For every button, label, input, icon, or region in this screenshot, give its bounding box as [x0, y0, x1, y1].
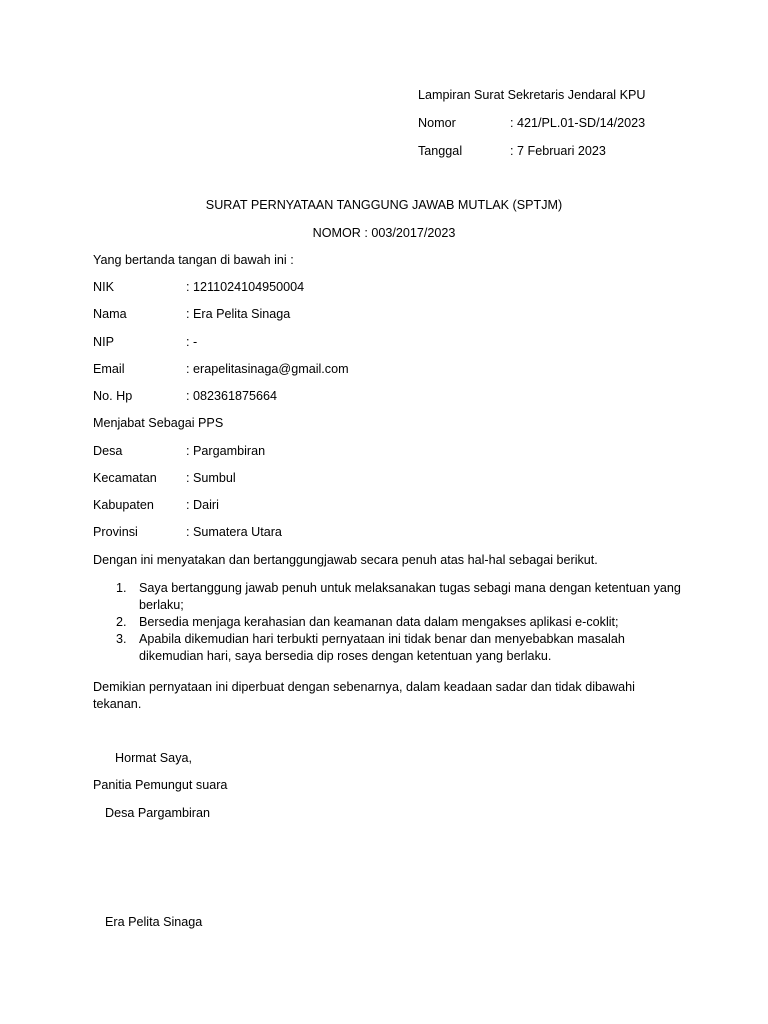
- signature-village: Desa Pargambiran: [105, 806, 210, 820]
- location-label: Kecamatan: [93, 471, 157, 485]
- header-tanggal-value: : 7 Februari 2023: [510, 144, 606, 158]
- location-value: : Dairi: [186, 498, 219, 512]
- list-item: [93, 631, 683, 665]
- list-item-number: 1.: [116, 581, 127, 595]
- identity-label: Email: [93, 362, 125, 376]
- signature-name: Era Pelita Sinaga: [105, 915, 203, 929]
- header-attachment-line: Lampiran Surat Sekretaris Jendaral KPU: [418, 88, 646, 102]
- identity-label: NIK: [93, 280, 114, 294]
- list-item-number: 2.: [116, 615, 127, 629]
- location-value: : Pargambiran: [186, 444, 266, 458]
- list-item-text: Bersedia menjaga kerahasian dan keamanan data dalam mengakses aplikasi e-coklit;: [139, 615, 619, 629]
- list-item-number: 3.: [116, 632, 127, 646]
- signature-role: Panitia Pemungut suara: [93, 778, 228, 792]
- location-value: : Sumbul: [186, 471, 236, 485]
- list-item: [93, 614, 683, 631]
- identity-label: NIP: [93, 335, 114, 349]
- list-item-text: Apabila dikemudian hari terbukti pernyataan ini tidak benar dan menyebabkan masalah dikemudian hari, saya bersedia dip roses dengan ketentuan yang berlaku.: [139, 632, 625, 663]
- identity-value: : 1211024104950004: [186, 280, 305, 294]
- list-item: [93, 580, 683, 614]
- identity-value: : 082361875664: [186, 389, 278, 403]
- signature-greeting: Hormat Saya,: [115, 751, 192, 765]
- location-label: Provinsi: [93, 525, 138, 539]
- statement-text: Dengan ini menyatakan dan bertanggungjawab secara penuh atas hal-hal sebagai berikut.: [93, 553, 598, 567]
- header-nomor-value: : 421/PL.01-SD/14/2023: [510, 116, 646, 130]
- identity-label: No. Hp: [93, 389, 133, 403]
- document-title: SURAT PERNYATAAN TANGGUNG JAWAB MUTLAK (SPTJM): [205, 198, 563, 212]
- identity-value: : -: [186, 335, 198, 349]
- location-value: : Sumatera Utara: [186, 525, 282, 539]
- header-tanggal-label: Tanggal: [418, 144, 463, 158]
- identity-value: : Era Pelita Sinaga: [186, 307, 291, 321]
- identity-label: Nama: [93, 307, 127, 321]
- position-text: Menjabat Sebagai PPS: [93, 416, 224, 430]
- location-label: Kabupaten: [93, 498, 154, 512]
- list-item-text: Saya bertanggung jawab penuh untuk melaksanakan tugas sebagi mana dengan ketentuan yang berlaku;: [139, 581, 681, 612]
- location-label: Desa: [93, 444, 123, 458]
- statement-list: [93, 580, 683, 665]
- intro-text: Yang bertanda tangan di bawah ini :: [93, 253, 294, 267]
- closing-text: Demikian pernyataan ini diperbuat dengan sebenarnya, dalam keadaan sadar dan tidak dibawahi tekanan.: [93, 680, 635, 711]
- identity-value: : erapelitasinaga@gmail.com: [186, 362, 349, 376]
- header-nomor-label: Nomor: [418, 116, 456, 130]
- document-number: NOMOR : 003/2017/2023: [312, 226, 456, 240]
